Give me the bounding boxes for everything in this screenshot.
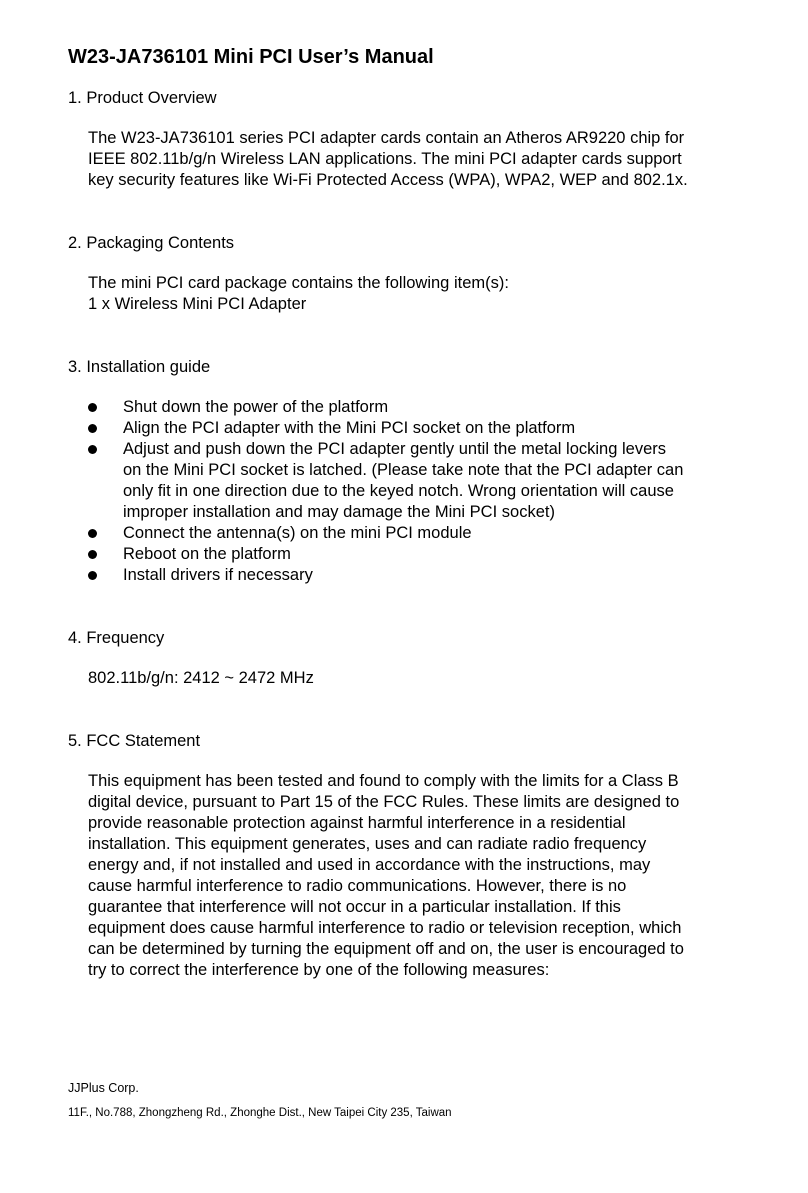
- list-item-text: Install drivers if necessary: [123, 566, 313, 584]
- list-item-text: Connect the antenna(s) on the mini PCI module: [123, 524, 472, 542]
- list-item: [68, 439, 688, 523]
- section-heading: 3. Installation guide: [68, 358, 211, 376]
- section-heading: 1. Product Overview: [68, 89, 217, 107]
- bullet-icon: [88, 550, 97, 559]
- bullet-icon: [88, 571, 97, 580]
- section-frequency: [68, 628, 768, 689]
- list-item-text: Shut down the power of the platform: [123, 398, 389, 416]
- bullet-icon: [88, 445, 97, 454]
- list-item: [68, 544, 688, 565]
- section-product-overview: [68, 88, 768, 191]
- paragraph: This equipment has been tested and found to comply with the limits for a Class B digital device, pursuant to Part 15 of the FCC Rules. These limits are designed to provide reasonable protection against harmful interference in a residential installation. This equipment generates, uses and can radiate radio frequency energy and, if not installed and used in accordance with the instructions, may cause harmful interference to radio communications. However, there is no guarantee that interference will not occur in a particular installation. If this equipment does cause harmful interference to radio or television reception, which can be determined by turning the equipment off and on, the user is encouraged to try to correct the interference by one of the following measures:: [88, 772, 684, 979]
- list-item: [68, 523, 688, 544]
- section-fcc-statement: [68, 731, 768, 981]
- page-title: W23-JA736101 Mini PCI User’s Manual: [68, 46, 434, 68]
- paragraph-line: 1 x Wireless Mini PCI Adapter: [88, 295, 307, 313]
- section-body: [88, 668, 698, 689]
- list-item-text: Reboot on the platform: [123, 545, 291, 563]
- section-body: [88, 128, 698, 191]
- list-item: [68, 397, 688, 418]
- paragraph-line: The mini PCI card package contains the following item(s):: [88, 274, 509, 292]
- page-footer: [68, 1080, 452, 1121]
- footer-company: JJPlus Corp.: [68, 1081, 139, 1095]
- section-body: [88, 771, 693, 981]
- footer-address: 11F., No.788, Zhongzheng Rd., Zhonghe Dist., New Taipei City 235, Taiwan: [68, 1107, 452, 1119]
- section-body: [88, 273, 698, 315]
- paragraph: The W23-JA736101 series PCI adapter cards contain an Atheros AR9220 chip for IEEE 802.11b/g/n Wireless LAN applications. The mini PCI adapter cards support key security features like Wi-Fi Protected Access (WPA), WPA2, WEP and 802.1x.: [88, 129, 688, 189]
- list-item-text: Adjust and push down the PCI adapter gently until the metal locking levers on the Mini PCI socket is latched. (Please take note that the PCI adapter can only fit in one direction due to the keyed notch. Wrong orientation will cause improper installation and may damage the Mini PCI socket): [123, 440, 684, 521]
- section-heading: 4. Frequency: [68, 629, 165, 647]
- installation-steps-list: [68, 397, 768, 586]
- manual-page: [68, 44, 768, 981]
- list-item: [68, 565, 688, 586]
- list-item-text: Align the PCI adapter with the Mini PCI socket on the platform: [123, 419, 576, 437]
- bullet-icon: [88, 403, 97, 412]
- section-installation-guide: [68, 357, 768, 586]
- section-heading: 2. Packaging Contents: [68, 234, 235, 252]
- bullet-icon: [88, 529, 97, 538]
- paragraph: 802.11b/g/n: 2412 ~ 2472 MHz: [88, 669, 314, 687]
- list-item: [68, 418, 688, 439]
- section-packaging-contents: [68, 233, 768, 315]
- bullet-icon: [88, 424, 97, 433]
- section-heading: 5. FCC Statement: [68, 732, 201, 750]
